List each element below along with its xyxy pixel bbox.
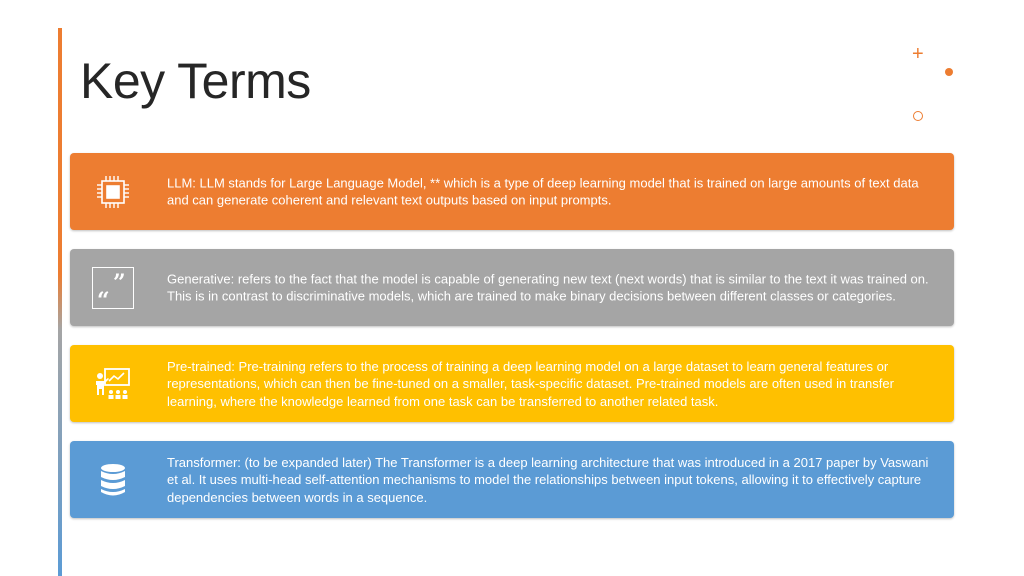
quote-icon bbox=[90, 265, 136, 311]
dot-decoration-icon bbox=[945, 68, 953, 76]
svg-text:”: ” bbox=[113, 270, 126, 296]
left-accent-bar bbox=[58, 28, 62, 576]
term-card-llm bbox=[70, 153, 954, 230]
slide-title: Key Terms bbox=[80, 53, 311, 109]
database-icon bbox=[90, 457, 136, 503]
classroom-icon bbox=[90, 361, 136, 407]
term-card-transformer bbox=[70, 441, 954, 518]
term-card-generative bbox=[70, 249, 954, 326]
term-card-pretrained bbox=[70, 345, 954, 422]
ring-decoration-icon bbox=[913, 111, 923, 121]
term-text-pretrained: Pre-trained: Pre-training refers to the process of training a deep learning model on a large dataset to learn general features or representations, which can then be fine-tuned on a smaller, task-specific dataset. Pre-trained models are often used in transfer learning, where the knowledge learned from one task can be transferred to another related task. bbox=[167, 358, 894, 409]
plus-decoration-icon: + bbox=[912, 43, 924, 65]
chip-icon bbox=[90, 169, 136, 215]
term-text-transformer: Transformer: (to be expanded later) The Transformer is a deep learning architecture that was introduced in a 2017 paper by Vaswani et al. It uses multi-head self-attention mechanisms to model the relationships between input tokens, allowing it to effectively capture dependencies between words in a sequence. bbox=[167, 454, 929, 505]
term-text-generative: Generative: refers to the fact that the model is capable of generating new text (next words) that is similar to the text it was trained on. This is in contrast to discriminative models, which are trained to make binary decisions between different classes or categories. bbox=[167, 271, 929, 304]
svg-text:“: “ bbox=[97, 288, 110, 308]
term-text-llm: LLM: LLM stands for Large Language Model, ** which is a type of deep learning model that is trained on large amounts of text data and can generate coherent and relevant text outputs based on input prompts. bbox=[167, 175, 919, 208]
